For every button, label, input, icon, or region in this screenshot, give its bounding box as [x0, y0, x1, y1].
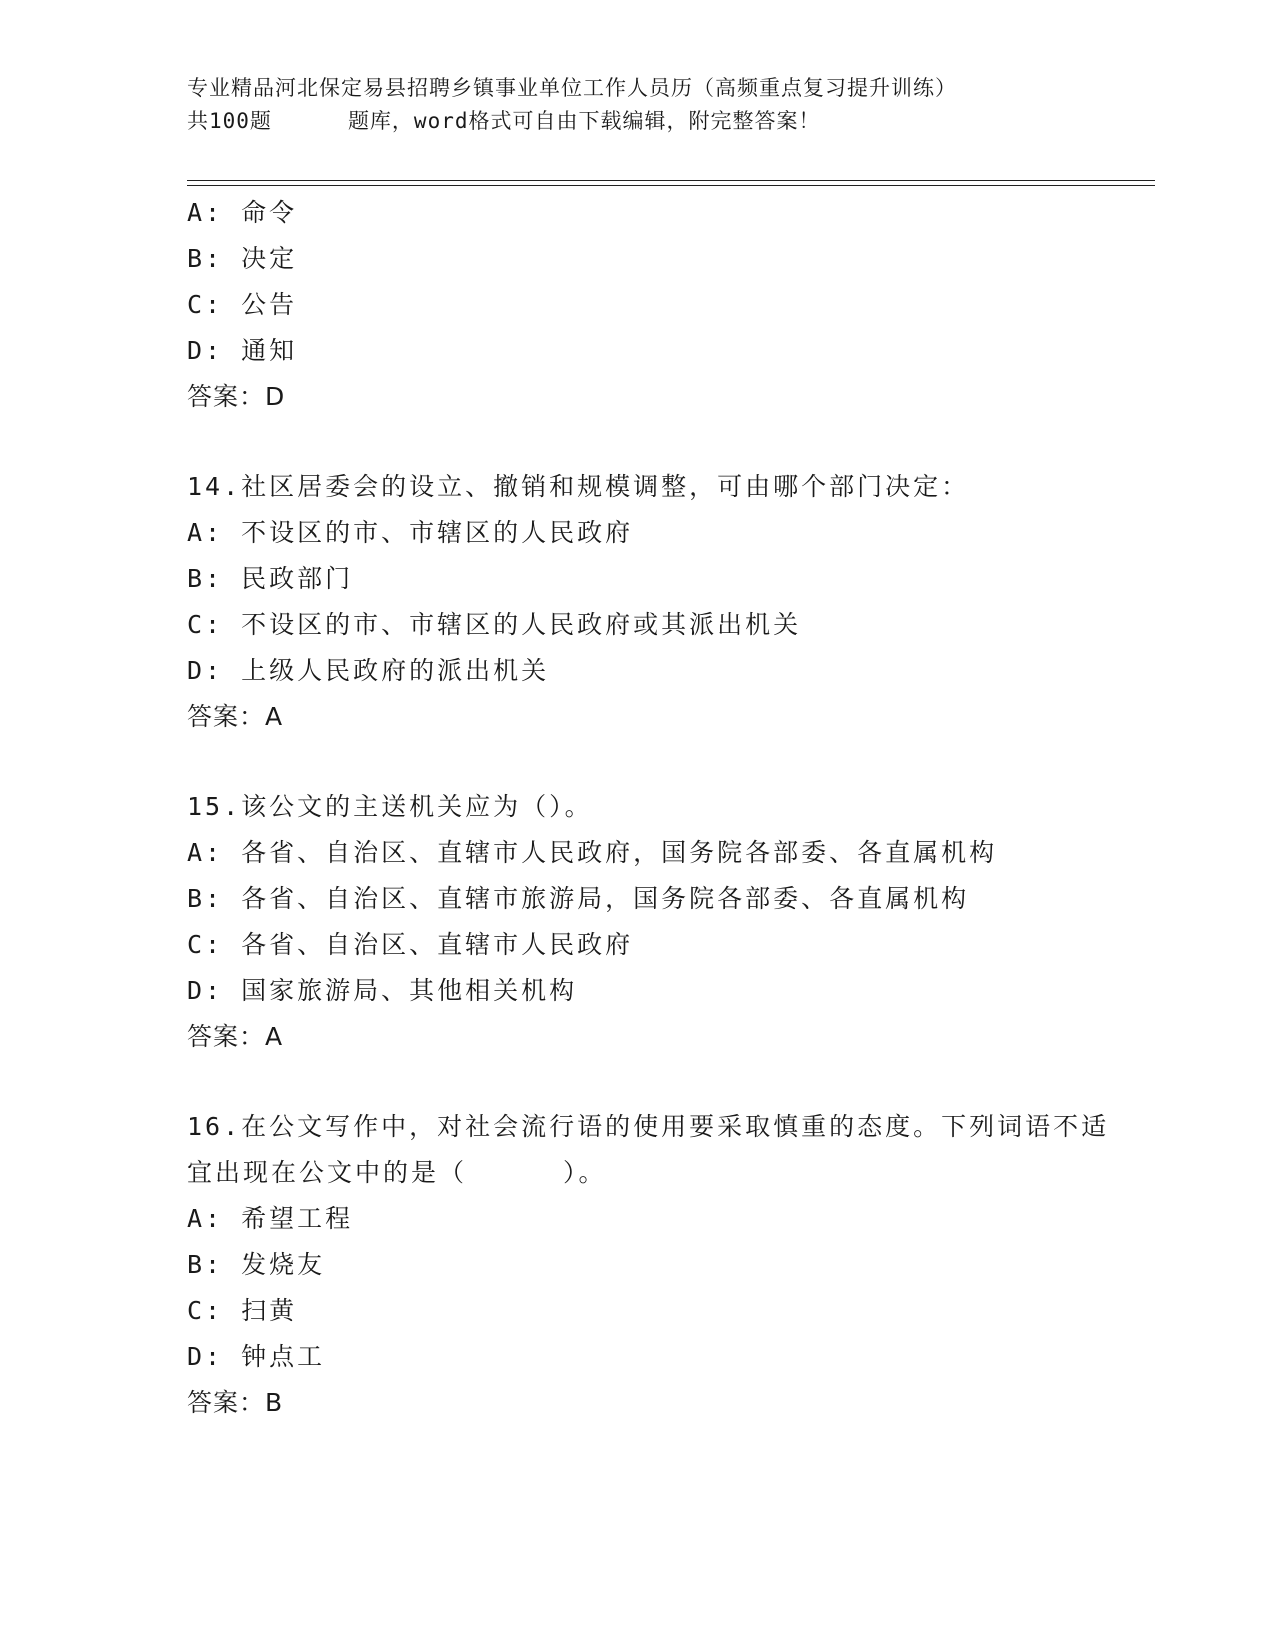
header-title-line2 [187, 105, 1147, 138]
question-14 [187, 464, 1117, 740]
question-stem: 14.社区居委会的设立、撤销和规模调整，可由哪个部门决定： [187, 472, 970, 501]
answer: 答案：B [187, 1388, 284, 1417]
header-rule-top [187, 180, 1155, 181]
question-stem [187, 1104, 1117, 1196]
option-b: B: 各省、自治区、直辖市旅游局，国务院各部委、各直属机构 [187, 884, 970, 913]
option-c: C: 不设区的市、市辖区的人民政府或其派出机关 [187, 610, 802, 639]
option-c: C: 各省、自治区、直辖市人民政府 [187, 930, 634, 959]
answer: 答案：A [187, 702, 284, 731]
question-16 [187, 1104, 1117, 1426]
question-15 [187, 784, 1117, 1060]
document-header [187, 72, 1147, 138]
option-a: A: 希望工程 [187, 1204, 354, 1233]
option-b: B: 民政部门 [187, 564, 354, 593]
option-c: C: 扫黄 [187, 1296, 298, 1325]
option-c: C: 公告 [187, 290, 298, 319]
question-stem-end: ）。 [563, 1158, 607, 1187]
question-list [187, 190, 1117, 1426]
answer: 答案：D [187, 382, 286, 411]
option-a: A: 各省、自治区、直辖市人民政府，国务院各部委、各直属机构 [187, 838, 998, 867]
option-d: D: 国家旅游局、其他相关机构 [187, 976, 578, 1005]
question-13 [187, 190, 1117, 420]
option-a: A: 命令 [187, 198, 298, 227]
header-title-line1: 专业精品河北保定易县招聘乡镇事业单位工作人员历（高频重点复习提升训练） [187, 76, 957, 100]
header-description: 题库，word格式可自由下载编辑，附完整答案！ [347, 109, 821, 133]
option-d: D: 钟点工 [187, 1342, 326, 1371]
header-rule-bottom [187, 185, 1155, 186]
header-question-count: 共100题 [187, 109, 272, 133]
question-stem: 15.该公文的主送机关应为（）。 [187, 792, 593, 821]
option-b: B: 发烧友 [187, 1250, 326, 1279]
option-a: A: 不设区的市、市辖区的人民政府 [187, 518, 634, 547]
option-d: D: 通知 [187, 336, 298, 365]
answer: 答案：A [187, 1022, 284, 1051]
option-b: B: 决定 [187, 244, 298, 273]
question-stem-text: 16.在公文写作中，对社会流行语的使用要采取慎重的态度。下列词语不适宜出现在公文中的是（ [187, 1112, 1110, 1187]
option-d: D: 上级人民政府的派出机关 [187, 656, 550, 685]
